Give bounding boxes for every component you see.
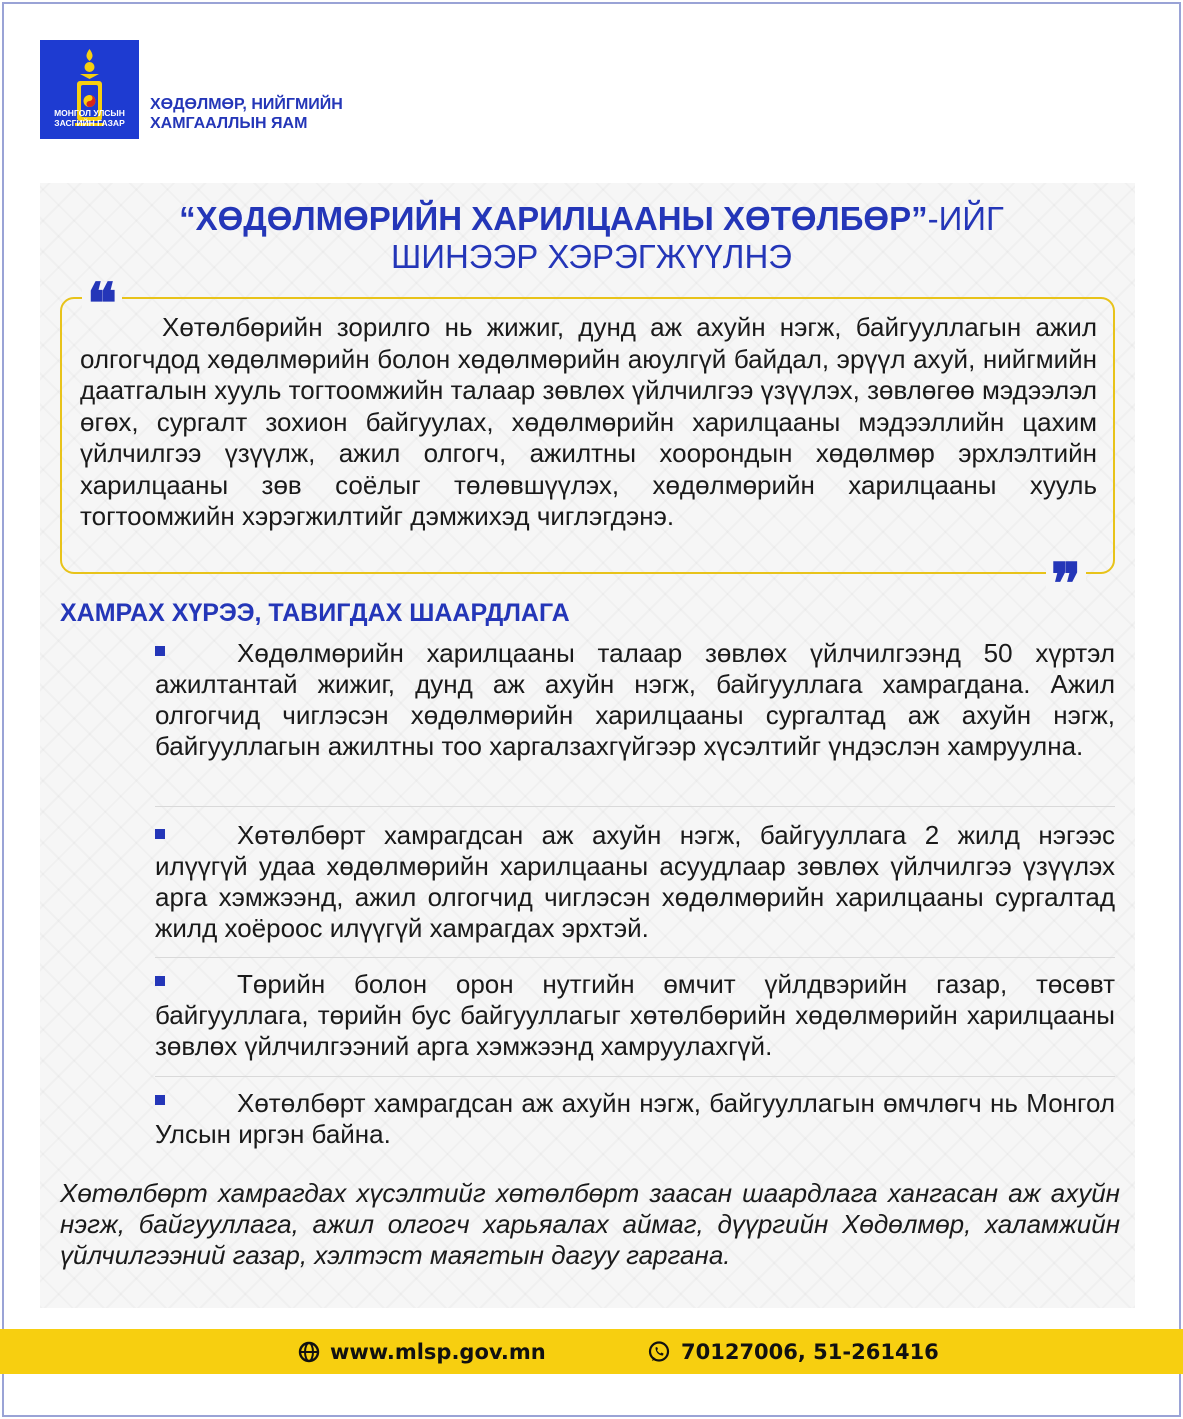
website-text: www.mlsp.gov.mn — [330, 1339, 546, 1364]
logo-caption-line2: ЗАСГИЙН ГАЗАР — [54, 118, 125, 128]
government-logo — [40, 40, 139, 139]
title-quoted: “ХӨДӨЛМӨРИЙН ХАРИЛЦААНЫ ХӨТӨЛБӨР” — [179, 200, 928, 237]
page-title — [0, 200, 1183, 276]
logo-caption-line1: МОНГОЛ УЛСЫН — [54, 108, 125, 118]
requirement-item-3: Төрийн болон орон нутгийн өмчит үйлдвэрийн газар, төсөвт байгууллага, төрийн бус байгууллагыг хөтөлбөрийн хөдөлмөрийн харилцааны зөвлөх үйлчилгээний арга хэмжээнд хамруулахгүй. — [155, 969, 1115, 1061]
title-suffix: -ИЙГ — [927, 200, 1004, 237]
section-heading: ХАМРАХ ХҮРЭЭ, ТАВИГДАХ ШААРДЛАГА — [60, 599, 570, 627]
close-quote-icon: ❞ — [1046, 562, 1086, 590]
divider — [155, 1076, 1115, 1077]
phone-text: 70127006, 51-261416 — [681, 1339, 939, 1364]
phone-contact[interactable] — [647, 1329, 939, 1374]
footer-bar — [0, 1329, 1183, 1374]
divider — [155, 957, 1115, 958]
website-link[interactable] — [298, 1329, 546, 1374]
ministry-name-line2: ХАМГААЛЛЫН ЯАМ — [150, 115, 308, 132]
intro-text: Хөтөлбөрийн зорилго нь жижиг, дунд аж ахуйн нэгж, байгууллагын ажил олгогчдод хөдөлмөрийн болон хөдөлмөрийн аюулгүй байдал, эрүүл ахуй, нийгмийн даатгалын хууль тогтоомжийн талаар зөвлөх үйлчилгээ үзүүлэх, зөвлөгөө мэдээлэл өгөх, сургалт зохион байгуулах, хөдөлмөрийн харилцааны мэдээллийн цахим үйлчилгээ үзүүлж, ажил олгогч, ажилтны хоорондын хөдөлмөр эрхлэлтийн харилцааны зөв соёлыг төлөвшүүлэх, хөдөлмөрийн харилцааны хууль тогтоомжийн хэрэгжилтийг дэмжихэд чиглэгдэнэ. — [80, 312, 1097, 531]
application-note: Хөтөлбөрт хамрагдах хүсэлтийг хөтөлбөрт заасан шаардлага хангасан аж ахуйн нэгж, байгууллага, ажил олгогч харьяалах аймаг, дүүргийн Хөдөлмөр, халамжийн үйлчилгээний газар, хэлтэст маягтын дагуу гаргана. — [60, 1178, 1120, 1270]
title-line2: ШИНЭЭР ХЭРЭГЖҮҮЛНЭ — [391, 238, 792, 275]
requirement-item-2: Хөтөлбөрт хамрагдсан аж ахуйн нэгж, байгууллага 2 жилд нэгээс илүүгүй удаа хөдөлмөрийн харилцааны асуудлаар зөвлөх үйлчилгээ үзүүлэх арга хэмжээнд, ажил олгогчид чиглэсэн хөдөлмөрийн харилцааны сургалтад жилд хоёроос илүүгүй хамрагдах эрхтэй. — [155, 820, 1115, 943]
divider — [155, 806, 1115, 807]
phone-icon — [647, 1340, 671, 1364]
requirement-item-4: Хөтөлбөрт хамрагдсан аж ахуйн нэгж, байгууллагын өмчлөгч нь Монгол Улсын иргэн байна. — [155, 1088, 1115, 1149]
requirement-item-1: Хөдөлмөрийн харилцааны талаар зөвлөх үйлчилгээнд 50 хүртэл ажилтантай жижиг, дунд аж ахуйн нэгж, байгууллага хамрагдана. Ажил олгогчид чиглэсэн хөдөлмөрийн харилцааны сургалтад аж ахуйн нэгж, байгууллагын ажилтны тоо харгалзахгүйгээр хүсэлтийг үндэслэн хамруулна. — [155, 638, 1115, 761]
open-quote-icon: ❝ — [82, 282, 122, 310]
ministry-name — [150, 95, 343, 133]
globe-icon — [298, 1341, 320, 1363]
ministry-name-line1: ХӨДӨЛМӨР, НИЙГМИЙН — [150, 96, 343, 113]
